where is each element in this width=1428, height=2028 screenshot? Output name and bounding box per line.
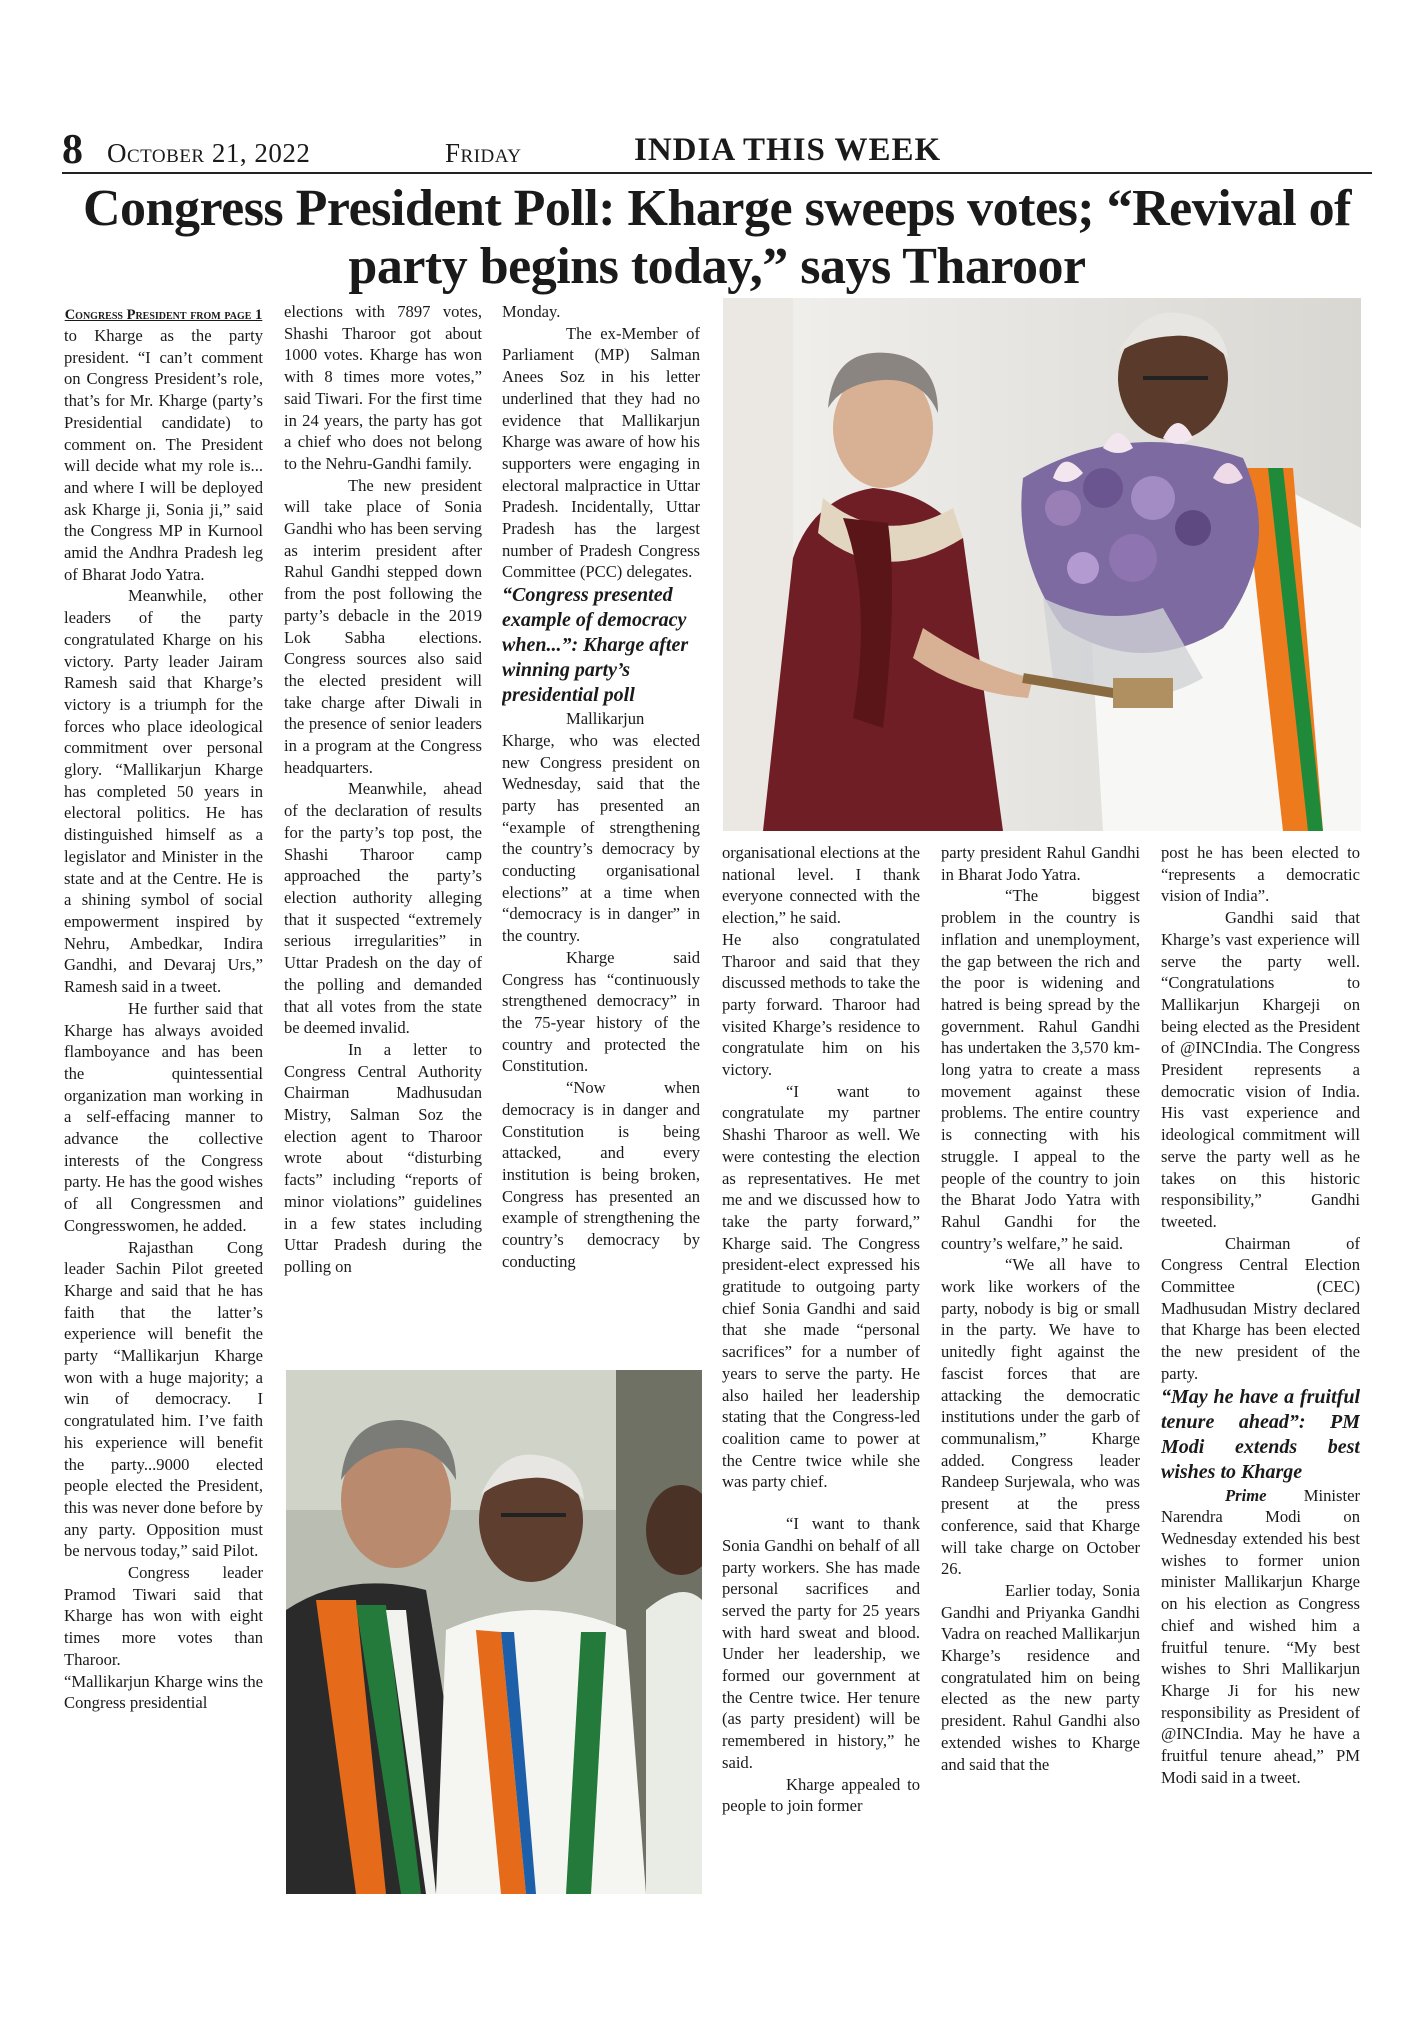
paragraph: Meanwhile, ahead of the declaration of results for the party’s top post, the Shashi Tharoor camp approached the party’s election authority alleging that it suspected “extremely serious irregularities” in Uttar Pradesh on the day of the polling and demanded that all votes from the state be deemed invalid. [284, 779, 482, 1038]
paragraph: to Kharge as the party president. “I can’t comment on Congress President’s role, that’s for Mr. Kharge (party’s Presidential candidate) to comment on. The President will decide what my role is... and where I will be deployed ask Kharge ji, Sonia ji,” said the Congress MP in Kurnool amid the Andhra Pradesh leg of Bharat Jodo Yatra. [64, 326, 263, 584]
paragraph: The ex-Member of Parliament (MP) Salman Anees Soz in his letter underlined that they had no evidence that Mallikarjun Kharge was aware of how his supporters were engaging in electoral malpractice in Uttar Pradesh. Incidentally, Uttar Pradesh has the largest number of Pradesh Congress Committee (PCC) delegates. [502, 323, 700, 582]
paragraph: The new president will take place of Sonia Gandhi who has been serving as interim president after Rahul Gandhi stepped down from the post following the party’s debacle in the 2019 Lok Sabha elections. Congress sources also said the elected president will take charge after Diwali in the presence of senior leaders in a program at the Congress headquarters. [284, 475, 482, 777]
photo-sonia-gandhi-kharge-bouquet [723, 298, 1361, 831]
continued-from-kicker: Congress President from page 1 [64, 307, 263, 323]
subheading-modi-quote: “May he have a fruitful tenure ahead”: PM Modi extends best wishes to Kharge [1161, 1385, 1360, 1483]
paragraph: Earlier today, Sonia Gandhi and Priyanka Gandhi Vadra on reached Mallikarjun Kharge’s residence and congratulated him on being elected as the new party president. Rahul Gandhi also extended wishes to Kharge and said that the [941, 1580, 1140, 1774]
paragraph: Monday. [502, 302, 561, 321]
headline: Congress President Poll: Kharge sweeps votes; “Revival of party begins today,” says Tharoor [83, 180, 1351, 295]
paragraph: Mallikarjun Kharge, who was elected new Congress president on Wednesday, said that the party has presented an “example of strengthening the country’s democracy by conducting organisational elections” at a time when “democracy is in danger” in the country. [502, 709, 700, 946]
column-2 [284, 301, 482, 1358]
photo-illustration [286, 1370, 702, 1894]
paragraph: “I want to thank Sonia Gandhi on behalf of all party workers. She has made personal sacrifices and served the party for 25 years with hard sweat and blood. Under her leadership, we formed our government at the Centre twice. Her tenure (as party president) will be remembered in history,” he said. [722, 1514, 920, 1772]
paragraph: Kharge said Congress has “continuously strengthened democracy” in the 75-year history of the country and protected the Constitution. [502, 947, 700, 1076]
paragraph: Meanwhile, other leaders of the party congratulated Kharge on his victory. Party leader Jairam Ramesh said that Kharge’s victory is a triumph for the forces who place ideological commitment over personal glory. “Mallikarjun Kharge has completed 50 years in electoral politics. He has distinguished himself as a legislator and Minister in the state and at the Centre. He is a shining symbol of social empowerment inspired by Nehru, Ambedkar, Indira Gandhi, and Devaraj Urs,” Ramesh said in a tweet. [64, 586, 263, 997]
paragraph: “The biggest problem in the country is inflation and unemployment, the gap between the rich and the poor is widening and hatred is being spread by the government. Rahul Gandhi has undertaken the 3,570 km-long yatra to create a mass movement against these problems. The entire country is connecting with his struggle. I appeal to the people of the country to join the Bharat Jodo Yatra with Rahul Gandhi for the country’s welfare,” he said. [941, 886, 1140, 1253]
photo-illustration [723, 298, 1361, 831]
column-4 [722, 842, 920, 1894]
paragraph: “We all have to work like workers of the party, nobody is big or small in the party. We have to unitedly fight against the fascist forces that are attacking the democratic institutions under the garb of communalism,” Kharge added. Congress leader Randeep Surjewala, who was present at the press conference, said that Kharge will take charge on October 26. [941, 1255, 1140, 1579]
paragraph: Gandhi said that Kharge’s vast experience will serve the party well. “Congratulations to Mallikarjun Khargeji on being elected as the President of @INCIndia. The Congress President represents a democratic vision of India. His vast experience and ideological commitment will serve the party well as he takes on this historic responsibility,” Gandhi tweeted. [1161, 908, 1360, 1231]
paragraph: Congress leader Pramod Tiwari said that Kharge has won with eight times more votes than Tharoor. [64, 1563, 263, 1669]
paragraph: “I want to congratulate my partner Shashi Tharoor as well. We were contesting the election as representatives. He met me and we discussed how to take the party forward,” Kharge said. The Congress president-elect expressed his gratitude to outgoing party chief Sonia Gandhi and said that she made “personal sacrifices” for a number of years to serve the party. He also hailed her leadership stating that the Congress-led coalition came to power at the Centre twice while she was party chief. [722, 1081, 920, 1492]
issue-date: October 21, 2022 [107, 138, 311, 168]
column-3 [502, 301, 700, 1358]
paragraph: elections with 7897 votes, Shashi Tharoor got about 1000 votes. Kharge has won with 8 times more votes,” said Tiwari. For the first time in 24 years, the party has got a chief who does not belong to the Nehru-Gandhi family. [284, 302, 482, 473]
paragraph: “Now when democracy is in danger and Constitution is being attacked, and every institution is being broken, Congress has presented an example of strengthening the country’s democracy by conducting [502, 1078, 700, 1271]
paragraph: organisational elections at the national level. I thank everyone connected with the election,” he said. [722, 843, 920, 928]
page-number: 8 [62, 127, 83, 173]
photo-tharoor-kharge [286, 1370, 702, 1894]
paragraph: “Mallikarjun Kharge wins the Congress presidential [64, 1671, 263, 1713]
column-1 [64, 305, 263, 1897]
issue-day: Friday [445, 138, 522, 168]
paragraph [1161, 1485, 1360, 1789]
paper-name: INDIA THIS WEEK [634, 132, 942, 168]
subheading-kharge-quote: “Congress presented example of democracy when...”: Kharge after winning party’s presidential poll [502, 584, 689, 707]
paragraph: Kharge appealed to people to join former [722, 1774, 920, 1816]
paragraph: post he has been elected to “represents a democratic vision of India”. [1161, 843, 1360, 906]
paragraph: Rajasthan Cong leader Sachin Pilot greeted Kharge and said that he has faith that the latter’s experience will benefit the party “Mallikarjun Kharge won with a huge majority; a win of democracy. I congratulated him. I’ve faith his experience will benefit the party...9000 elected people elected the President, this was never done before by any party. Opposition must be nervous today,” said Pilot. [64, 1237, 263, 1561]
column-5 [941, 842, 1140, 1894]
paragraph: He further said that Kharge has always avoided flamboyance and has been the quintessential organization man working in a self-effacing manner to advance the collective interests of the Congress party. He has the good wishes of all Congressmen and Congresswomen, he added. [64, 998, 263, 1235]
masthead [62, 128, 1372, 174]
lead-word: Prime [1225, 1485, 1267, 1505]
column-6 [1161, 842, 1360, 1894]
lead-paragraph: Minister Narendra Modi on Wednesday extended his best wishes to former union minister Mallikarjun Kharge on his election as Congress chief and wished him a fruitful tenure. “My best wishes to Shri Mallikarjun Kharge Ji for his new responsibility as President of @INCIndia. May he have a fruitful tenure ahead,” PM Modi said in a tweet. [1161, 1485, 1360, 1787]
paragraph: He also congratulated Tharoor and said that they discussed methods to take the party forward. Tharoor had visited Kharge’s residence to congratulate him on his victory. [722, 929, 920, 1080]
paragraph: In a letter to Congress Central Authority Chairman Madhusudan Mistry, Salman Soz the election agent to Tharoor wrote about “disturbing facts” including “reports of minor violations” guidelines in a few states including Uttar Pradesh during the polling on [284, 1039, 482, 1276]
paragraph: party president Rahul Gandhi in Bharat Jodo Yatra. [941, 843, 1140, 884]
paragraph: Chairman of Congress Central Election Committee (CEC) Madhusudan Mistry declared that Kharge has been elected the new president of the party. [1161, 1233, 1360, 1383]
